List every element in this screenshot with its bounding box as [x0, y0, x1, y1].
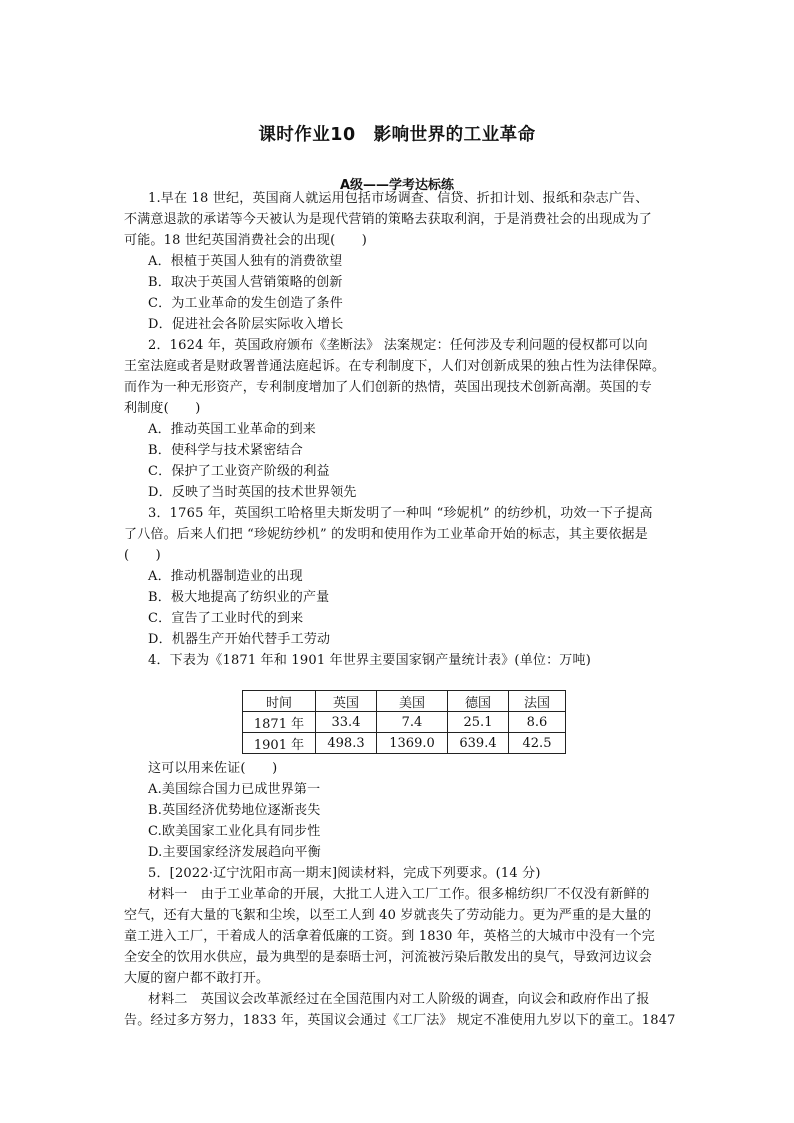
table-cell: 33.4	[316, 712, 377, 733]
table-cell: 498.3	[316, 733, 377, 754]
q4-stem: 4．下表为《1871 年和 1901 年世界主要国家钢产量统计表》(单位：万吨)	[148, 653, 591, 668]
q3-stem-line-3: ( )	[124, 548, 161, 563]
q3-option-c: C．宣告了工业时代的到来	[148, 611, 304, 626]
q2-option-a: A．推动英国工业革命的到来	[148, 422, 316, 437]
q3-option-a: A．推动机器制造业的出现	[148, 569, 303, 584]
q5-material1-line-2: 空气，还有大量的飞絮和尘埃，以至工人到 40 岁就丧失了劳动能力。更为严重的是大量的	[124, 908, 652, 923]
q2-option-b: B．使科学与技术紧密结合	[148, 443, 303, 458]
q1-stem-line-1: 1.早在 18 世纪，英国商人就运用包括市场调查、信贷、折扣计划、报纸和杂志广告、	[148, 191, 649, 206]
level-heading: A级——学考达标练	[339, 178, 455, 193]
q5-material2-line-2: 告。经过多方努力，1833 年，英国议会通过《工厂法》 规定不准使用九岁以下的童工。1847	[124, 1013, 676, 1028]
q4-option-c: C.欧美国家工业化具有同步性	[148, 824, 321, 839]
table-cell: 8.6	[509, 712, 566, 733]
q2-option-c: C．保护了工业资产阶级的利益	[148, 464, 330, 479]
q2-stem-line-1: 2．1624 年，英国政府颁布《垄断法》 法案规定：任何涉及专利问题的侵权都可以向	[148, 338, 648, 353]
q3-stem-line-1: 3．1765 年，英国织工哈格里夫斯发明了一种叫 “珍妮机” 的纺纱机，功效一下子提高	[148, 506, 653, 521]
table-header-cell: 美国	[377, 691, 448, 712]
table-row	[243, 712, 566, 733]
steel-output-table	[242, 690, 566, 754]
table-header-row	[243, 691, 566, 712]
q1-option-a: A．根植于英国人独有的消费欲望	[148, 254, 343, 269]
q4-option-d: D.主要国家经济发展趋向平衡	[148, 845, 321, 860]
table-cell: 1369.0	[377, 733, 448, 754]
q1-stem-line-3: 可能。18 世纪英国消费社会的出现( )	[124, 233, 368, 248]
q3-option-d: D．机器生产开始代替手工劳动	[148, 632, 331, 647]
q1-option-d: D．促进社会各阶层实际收入增长	[148, 317, 344, 332]
table-cell: 1871 年	[243, 712, 316, 733]
table-header-cell: 英国	[316, 691, 377, 712]
q3-stem-line-2: 了八倍。后来人们把 “珍妮纺纱机” 的发明和使用作为工业革命开始的标志，其主要依据是	[124, 527, 648, 542]
q2-stem-line-4: 利制度( )	[124, 401, 201, 416]
q4-option-a: A.美国综合国力已成世界第一	[148, 782, 321, 797]
table-row	[243, 733, 566, 754]
q1-stem-line-2: 不满意退款的承诺等今天被认为是现代营销的策略去获取利润，于是消费社会的出现成为了	[124, 212, 653, 227]
table-header-cell: 德国	[448, 691, 509, 712]
q1-option-c: C．为工业革命的发生创造了条件	[148, 296, 343, 311]
table-cell: 25.1	[448, 712, 509, 733]
table-cell: 7.4	[377, 712, 448, 733]
q5-material1-line-1: 材料一 由于工业革命的开展，大批工人进入工厂工作。很多棉纺织厂不仅没有新鲜的	[148, 887, 650, 902]
q3-option-b: B．极大地提高了纺织业的产量	[148, 590, 330, 605]
q5-stem: 5．[2022·辽宁沈阳市高一期末]阅读材料，完成下列要求。(14 分)	[148, 866, 541, 881]
table-header-cell: 法国	[509, 691, 566, 712]
q4-option-b: B.英国经济优势地位逐渐丧失	[148, 803, 321, 818]
page-title: 课时作业10 影响世界的工业革命	[258, 125, 536, 145]
q4-after-table: 这可以用来佐证( )	[148, 761, 278, 776]
q5-material1-line-3: 童工进入工厂，干着成人的活拿着低廉的工资。到 1830 年，英格兰的大城市中没有一个完	[124, 929, 655, 944]
table-cell: 639.4	[448, 733, 509, 754]
table-header-cell: 时间	[243, 691, 316, 712]
table-cell: 1901 年	[243, 733, 316, 754]
q5-material1-line-4: 全安全的饮用水供应，最为典型的是泰晤士河，河流被污染后散发出的臭气，导致河边议会	[124, 950, 653, 965]
q2-stem-line-2: 王室法庭或者是财政署普通法庭起诉。在专利制度下，人们对创新成果的独占性为法律保障。	[124, 359, 666, 374]
q2-option-d: D．反映了当时英国的技术世界领先	[148, 485, 357, 500]
q5-material2-line-1: 材料二 英国议会改革派经过在全国范围内对工人阶级的调查，向议会和政府作出了报	[148, 992, 650, 1007]
q2-stem-line-3: 而作为一种无形资产，专利制度增加了人们创新的热情，英国出现技术创新高潮。英国的专	[124, 380, 653, 395]
q5-material1-line-5: 大厦的窗户都不敢打开。	[124, 971, 270, 986]
q1-option-b: B．取决于英国人营销策略的创新	[148, 275, 343, 290]
table-cell: 42.5	[509, 733, 566, 754]
